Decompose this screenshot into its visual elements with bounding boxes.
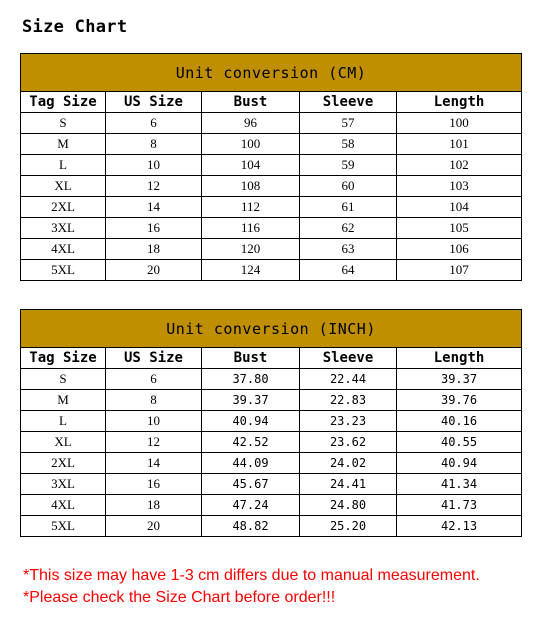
table-body [21,369,522,537]
cell-bust: 108 [202,176,300,197]
cell-tag-size: 2XL [21,197,106,218]
table-row [21,239,522,260]
cell-us-size: 8 [106,134,202,155]
cell-us-size: 14 [106,197,202,218]
disclaimer-note: *Please check the Size Chart before order!!! [23,589,336,606]
table-header-row [21,348,522,369]
cell-sleeve: 25.20 [300,516,397,537]
table-row [21,495,522,516]
column-header-length: Length [397,92,522,113]
column-header-us-size: US Size [106,348,202,369]
cell-tag-size: 4XL [21,495,106,516]
column-header-tag-size: Tag Size [21,92,106,113]
table-row [21,432,522,453]
cell-length: 101 [397,134,522,155]
table-row [21,453,522,474]
table-row [21,390,522,411]
cell-sleeve: 61 [300,197,397,218]
disclaimer-note: *This size may have 1-3 cm differs due to manual measurement. [23,567,480,584]
cell-us-size: 6 [106,113,202,134]
cell-bust: 40.94 [202,411,300,432]
cell-bust: 100 [202,134,300,155]
cell-us-size: 18 [106,495,202,516]
cell-length: 40.55 [397,432,522,453]
cell-length: 41.34 [397,474,522,495]
cell-tag-size: 5XL [21,260,106,281]
cell-sleeve: 60 [300,176,397,197]
cell-bust: 104 [202,155,300,176]
cell-us-size: 10 [106,155,202,176]
cell-tag-size: L [21,155,106,176]
cell-length: 39.76 [397,390,522,411]
cell-sleeve: 59 [300,155,397,176]
column-header-bust: Bust [202,348,300,369]
cell-sleeve: 24.41 [300,474,397,495]
cell-sleeve: 23.62 [300,432,397,453]
cell-us-size: 18 [106,239,202,260]
cell-us-size: 6 [106,369,202,390]
cell-tag-size: 5XL [21,516,106,537]
page-title: Size Chart [22,17,128,37]
cell-length: 105 [397,218,522,239]
cell-sleeve: 62 [300,218,397,239]
cell-us-size: 20 [106,260,202,281]
cell-us-size: 16 [106,218,202,239]
cell-length: 40.94 [397,453,522,474]
cell-length: 102 [397,155,522,176]
cell-sleeve: 23.23 [300,411,397,432]
column-header-length: Length [397,348,522,369]
cell-length: 107 [397,260,522,281]
cell-bust: 47.24 [202,495,300,516]
cell-bust: 37.80 [202,369,300,390]
cell-sleeve: 22.44 [300,369,397,390]
table-row [21,155,522,176]
cell-sleeve: 57 [300,113,397,134]
cell-us-size: 20 [106,516,202,537]
column-header-us-size: US Size [106,92,202,113]
cell-bust: 112 [202,197,300,218]
cell-sleeve: 24.80 [300,495,397,516]
cell-length: 39.37 [397,369,522,390]
cell-us-size: 10 [106,411,202,432]
table-row [21,260,522,281]
cell-bust: 116 [202,218,300,239]
cell-bust: 96 [202,113,300,134]
table-caption: Unit conversion (INCH) [21,310,522,348]
cell-bust: 45.67 [202,474,300,495]
cell-tag-size: S [21,113,106,134]
cell-tag-size: XL [21,432,106,453]
column-header-tag-size: Tag Size [21,348,106,369]
column-header-bust: Bust [202,92,300,113]
cell-tag-size: XL [21,176,106,197]
cell-bust: 42.52 [202,432,300,453]
cell-tag-size: M [21,390,106,411]
table-caption: Unit conversion (CM) [21,54,522,92]
size-table-inch [20,309,522,537]
cell-length: 41.73 [397,495,522,516]
table-row [21,197,522,218]
cell-sleeve: 63 [300,239,397,260]
table-row [21,369,522,390]
column-header-sleeve: Sleeve [300,348,397,369]
cell-sleeve: 58 [300,134,397,155]
cell-bust: 48.82 [202,516,300,537]
cell-length: 40.16 [397,411,522,432]
cell-length: 103 [397,176,522,197]
cell-length: 106 [397,239,522,260]
cell-length: 100 [397,113,522,134]
cell-us-size: 14 [106,453,202,474]
cell-tag-size: 4XL [21,239,106,260]
table-row [21,113,522,134]
cell-us-size: 16 [106,474,202,495]
cell-us-size: 8 [106,390,202,411]
table-row [21,176,522,197]
cell-sleeve: 22.83 [300,390,397,411]
cell-length: 42.13 [397,516,522,537]
table-row [21,218,522,239]
cell-tag-size: M [21,134,106,155]
table-row [21,134,522,155]
table-row [21,474,522,495]
table-header-row [21,92,522,113]
cell-sleeve: 24.02 [300,453,397,474]
cell-length: 104 [397,197,522,218]
cell-us-size: 12 [106,176,202,197]
cell-bust: 120 [202,239,300,260]
table-row [21,411,522,432]
cell-bust: 44.09 [202,453,300,474]
cell-tag-size: 3XL [21,218,106,239]
cell-tag-size: 2XL [21,453,106,474]
column-header-sleeve: Sleeve [300,92,397,113]
cell-sleeve: 64 [300,260,397,281]
size-table-cm [20,53,522,281]
cell-tag-size: L [21,411,106,432]
table-body [21,113,522,281]
cell-tag-size: 3XL [21,474,106,495]
cell-us-size: 12 [106,432,202,453]
table-row [21,516,522,537]
cell-bust: 124 [202,260,300,281]
cell-tag-size: S [21,369,106,390]
cell-bust: 39.37 [202,390,300,411]
